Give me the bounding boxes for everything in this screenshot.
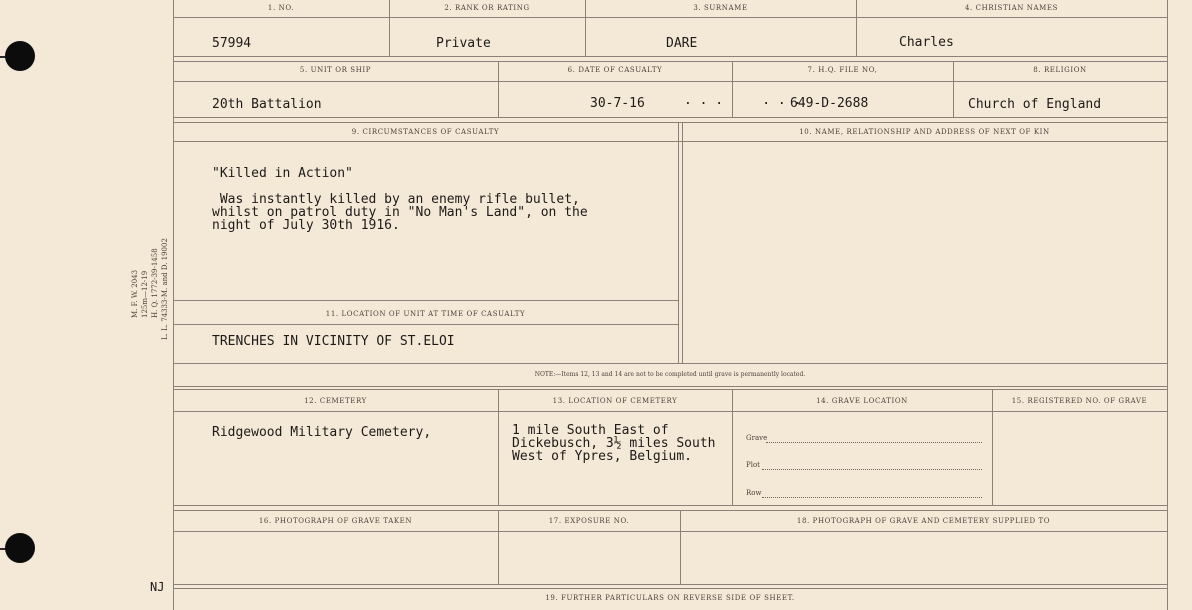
hq-file-value: 649-D-2688 — [790, 96, 869, 111]
rank-value: Private — [436, 36, 491, 51]
location-unit-header: 11. LOCATION OF UNIT AT TIME OF CASUALTY — [325, 310, 526, 318]
no-header: 1. NO. — [267, 4, 295, 12]
regimental-number: 57994 — [212, 36, 252, 51]
row-label: Row — [746, 489, 762, 497]
form-code: 125m—12-19 — [141, 270, 149, 318]
cemetery-location-line: Dickebusch, 3½ miles South — [512, 436, 716, 451]
punch-hole-top — [5, 41, 35, 71]
form-code: H. Q. 1772-39-1458 — [151, 248, 159, 318]
note-text: NOTE:—Items 12, 13 and 14 are not to be completed until grave is permanently located. — [534, 371, 806, 378]
surname-value: DARE — [666, 36, 698, 51]
circumstances-header: 9. CIRCUMSTANCES OF CASUALTY — [351, 128, 500, 136]
grave-location-header: 14. GRAVE LOCATION — [816, 397, 908, 405]
surname-header: 3. SURNAME — [693, 4, 748, 12]
christian-header: 4. CHRISTIAN NAMES — [964, 4, 1059, 12]
cemetery-location-line: 1 mile South East of — [512, 423, 669, 438]
margin-initials: NJ — [150, 580, 165, 594]
unit-header: 5. UNIT OR SHIP — [299, 66, 372, 74]
circumstances-line: "Killed in Action" — [212, 166, 353, 181]
cemetery-value: Ridgewood Military Cemetery, — [212, 425, 432, 440]
religion-value: Church of England — [968, 97, 1102, 112]
circumstances-line: night of July 30th 1916. — [212, 218, 400, 233]
form-code: L. L. 74333-M. and D. 19002 — [161, 238, 169, 340]
form-code: M. F. W. 2043 — [131, 269, 139, 318]
photo-supplied-header: 18. PHOTOGRAPH OF GRAVE AND CEMETERY SUPPLIED TO — [796, 517, 1051, 525]
grave-label: Grave — [746, 434, 768, 442]
punch-hole-bottom — [5, 533, 35, 563]
hq-header: 7. H.Q. FILE NO, — [807, 66, 878, 74]
date-header: 6. DATE OF CASUALTY — [567, 66, 663, 74]
circumstances-line: whilst on patrol duty in "No Man's Land", on the — [212, 205, 588, 220]
christian-value: Charles — [899, 35, 954, 50]
photo-taken-header: 16. PHOTOGRAPH OF GRAVE TAKEN — [258, 517, 413, 525]
kin-header: 10. NAME, RELATIONSHIP AND ADDRESS OF NEXT OF KIN — [799, 128, 1050, 136]
date-value: 30-7-16 — [590, 96, 645, 111]
cemetery-header: 12. CEMETERY — [304, 397, 367, 405]
cemetery-location-line: West of Ypres, Belgium. — [512, 449, 693, 464]
registered-header: 15. REGISTERED NO. OF GRAVE — [1011, 397, 1148, 405]
location-unit-value: TRENCHES IN VICINITY OF ST.ELOI — [212, 334, 455, 349]
rank-header: 2. RANK OR RATING — [444, 4, 530, 12]
cemetery-location-header: 13. LOCATION OF CEMETERY — [552, 397, 678, 405]
plot-label: Plot — [746, 461, 760, 469]
circumstances-line: Was instantly killed by an enemy rifle bullet, — [212, 192, 580, 207]
religion-header: 8. RELIGION — [1033, 66, 1087, 74]
exposure-header: 17. EXPOSURE NO. — [548, 517, 630, 525]
unit-value: 20th Battalion — [212, 97, 322, 112]
date-dots: . . . . . . — [684, 93, 802, 108]
further-particulars-header: 19. FURTHER PARTICULARS ON REVERSE SIDE OF SHEET. — [545, 594, 795, 602]
